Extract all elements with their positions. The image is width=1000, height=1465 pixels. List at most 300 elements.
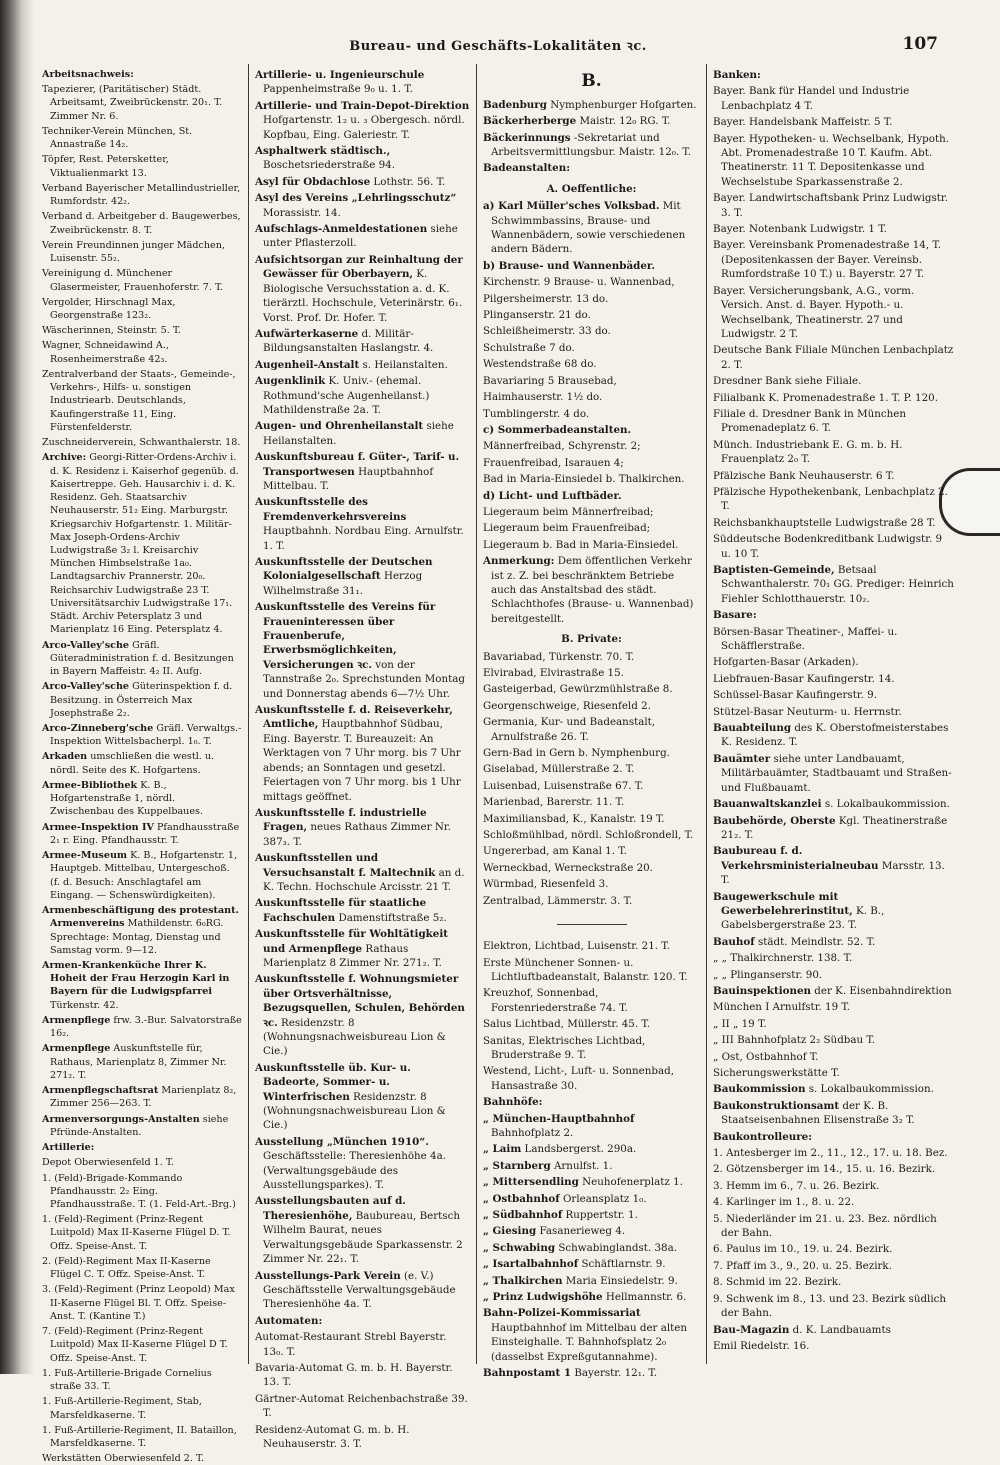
entry-text: 8. Schmid im 22. Bezirk. bbox=[713, 1276, 842, 1289]
directory-entry bbox=[713, 485, 954, 514]
entry-heading: Armen-Krankenküche Ihrer K. Hoheit der Frau Herzogin Karl in Bayern für die Ludwigspfarrei bbox=[42, 960, 230, 998]
directory-entry bbox=[713, 935, 954, 949]
entry-heading: Arco-Zinneberg'sche bbox=[42, 723, 154, 735]
entry-text: Liegeraum beim Frauenfreibad; bbox=[483, 522, 651, 535]
directory-entry bbox=[42, 1283, 242, 1323]
directory-entry bbox=[255, 374, 470, 417]
entry-text: Salus Lichtbad, Müllerstr. 45. T. bbox=[483, 1018, 651, 1031]
entry-text: Maximiliansbad, K., Kanalstr. 19 T. bbox=[483, 812, 665, 825]
entry-text: Sanitas, Elektrisches Lichtbad, Bruderstraße 9. T. bbox=[483, 1034, 646, 1061]
directory-entry bbox=[713, 655, 954, 669]
directory-entry bbox=[483, 650, 700, 664]
entry-text: Deutsche Bank Filiale München Lenbachplatz 2. T. bbox=[713, 344, 954, 371]
entry-text: Maistr. 12₀ RG. T. bbox=[579, 115, 671, 128]
directory-entry bbox=[483, 779, 700, 793]
directory-entry bbox=[483, 1142, 700, 1156]
entry-text: s. Lokalbaukommission. bbox=[824, 798, 950, 811]
entry-text: Münch. Industriebank E. G. m. b. H. Frauenplatz 2₀ T. bbox=[713, 438, 903, 466]
directory-entry bbox=[255, 419, 470, 448]
entry-text: Töpfer, Rest. Petersketter, Viktualienmarkt 13. bbox=[42, 154, 169, 179]
entry-heading: Bäckerinnungs bbox=[483, 131, 571, 144]
entry-text: Schloßmühlbad, nördl. Schloßrondell, T. bbox=[483, 829, 694, 842]
entry-text: Filialbank K. Promenadestraße 1. T. P. 120. bbox=[713, 391, 938, 404]
entry-text: Neuhofenerplatz 1. bbox=[582, 1176, 683, 1189]
entry-text: Dresdner Bank siehe Filiale. bbox=[713, 375, 862, 388]
directory-entry bbox=[713, 191, 954, 220]
entry-text: Residenzstr. 8 (Wohnungsnachweisbureau Lion & Cie.) bbox=[263, 1016, 446, 1058]
entry-heading: Bahnpostamt 1 bbox=[483, 1367, 572, 1380]
directory-entry bbox=[483, 275, 700, 289]
entry-heading: Bauhof bbox=[713, 935, 755, 948]
directory-entry bbox=[42, 339, 242, 365]
entry-text: Pappenheimstraße 9₀ u. 1. T. bbox=[263, 83, 413, 96]
entry-heading: Auskunftsstelle des Vereins für Fraueninteressen über Frauenberufe, Erwerbsmöglichkeiten, Versicherungen ꝛc. bbox=[255, 601, 436, 671]
directory-entry bbox=[713, 890, 954, 933]
entry-text: 7. (Feld)-Regiment (Prinz-Regent Luitpold) Max II-Kaserne Flügel D T. Offz. Speise-Anst. T. bbox=[42, 1326, 228, 1364]
entry-text: Börsen-Basar Theatiner-, Maffei- u. Schäfflerstraße. bbox=[713, 625, 898, 653]
directory-entry bbox=[42, 1084, 242, 1110]
entry-text: Bayer. Bank für Handel und Industrie Lenbachplatz 4 T. bbox=[713, 85, 910, 112]
entry-text: Wäscherinnen, Steinstr. 5. T. bbox=[42, 325, 181, 337]
entry-heading: Auskunftsstelle f. industrielle Fragen, bbox=[255, 806, 427, 834]
directory-entry bbox=[42, 1172, 242, 1212]
directory-entry bbox=[483, 98, 700, 112]
entry-heading: „ Südbahnhof bbox=[483, 1209, 563, 1222]
directory-entry bbox=[483, 472, 700, 486]
directory-entry bbox=[483, 1366, 700, 1380]
directory-entry bbox=[483, 407, 700, 421]
directory-entry bbox=[483, 812, 700, 826]
entry-heading: Artillerie- u. Ingenieurschule bbox=[255, 69, 425, 81]
directory-entry bbox=[483, 1192, 700, 1206]
entry-text: Bavaria-Automat G. m. b. H. Bayerstr. 13. T. bbox=[255, 1361, 453, 1389]
entry-text: 2. Götzensberger im 14., 15. u. 16. Bezirk. bbox=[713, 1163, 936, 1176]
entry-text: 1. (Feld)-Regiment (Prinz-Regent Luitpold) Max II-Kaserne Flügel D. T. Offz. Speise-Anst. T. bbox=[42, 1214, 231, 1252]
entry-text: Herzog Wilhelmstraße 31₁. bbox=[263, 570, 423, 597]
directory-entry bbox=[483, 423, 700, 437]
directory-entry bbox=[255, 806, 470, 849]
directory-entry bbox=[42, 959, 242, 1012]
entry-heading: Bäckerherberge bbox=[483, 115, 577, 128]
entry-text: Hofgartenstr. 1₂ u. ₃ Obergesch. nördl. Kopfbau, Eing. Galeriestr. T. bbox=[263, 114, 465, 141]
directory-entry bbox=[483, 538, 700, 552]
column-4 bbox=[706, 64, 960, 1364]
directory-entry bbox=[483, 114, 700, 128]
entry-text: Depot Oberwiesenfeld 1. T. bbox=[42, 1157, 174, 1169]
entry-text: Vereinigung d. Münchener Glasermeister, Frauenhoferstr. 7. T. bbox=[42, 268, 223, 293]
entry-text: Schulstraße 7 do. bbox=[483, 341, 575, 354]
directory-entry bbox=[483, 1159, 700, 1173]
entry-text: Zentralverband der Staats-, Gemeinde-, Verkehrs-, Hilfs- u. sonstigen Industriearb. Deutschlands, Kaufingerstraße 11, Eing. Fürstenfelderstr. bbox=[42, 368, 236, 433]
directory-entry bbox=[255, 927, 470, 970]
entry-text: siehe unter Pflasterzoll. bbox=[263, 223, 458, 250]
entry-heading: Arkaden bbox=[42, 751, 88, 763]
entry-heading: Armenversorgungs-Anstalten bbox=[42, 1113, 200, 1125]
entry-heading: Auskunftsstelle f. Wohnungsmieter über Ortsverhältnisse, Bezugsquellen, Schulen, Behörden ꝛc. bbox=[255, 973, 465, 1029]
entry-text: Bayer. Vereinsbank Promenadestraße 14, T. (Depositenkassen der Bayer. Vereinsb. Rumfordstraße 10 T.) u. Bayerstr. 27 T. bbox=[713, 239, 942, 281]
directory-entry bbox=[42, 1213, 242, 1253]
entry-text: Gräfl. Verwaltgs.-Inspektion Wittelsbacherpl. 1₀. T. bbox=[50, 723, 242, 748]
entry-text: Plinganserstr. 21 do. bbox=[483, 309, 591, 322]
entry-text: Bayer. Notenbank Ludwigstr. 1 T. bbox=[713, 223, 887, 236]
entry-heading: Ausstellung „München 1910“. bbox=[255, 1135, 429, 1148]
entry-heading: Armee-Museum bbox=[42, 850, 128, 862]
directory-entry bbox=[42, 1424, 242, 1450]
directory-entry bbox=[713, 516, 954, 530]
entry-text: Marsstr. 13. T. bbox=[721, 859, 945, 887]
directory-entry bbox=[42, 722, 242, 748]
entry-text: Betsaal Schwanthalerstr. 70₁ GG. Prediger: Heinrich Fiehler Schlotthauerstr. 10₂. bbox=[721, 564, 954, 605]
entry-heading: „ Laim bbox=[483, 1143, 522, 1156]
entry-heading: Bahn-Polizei-Kommissariat bbox=[483, 1307, 641, 1320]
entry-heading: Banken: bbox=[713, 69, 761, 81]
directory-entry bbox=[483, 341, 700, 355]
directory-entry bbox=[483, 1241, 700, 1255]
entry-text: Elektron, Lichtbad, Luisenstr. 21. T. bbox=[483, 940, 670, 953]
entries-list bbox=[483, 199, 700, 626]
directory-entry bbox=[255, 99, 470, 142]
directory-entry bbox=[713, 284, 954, 342]
entry-text: frw. 3.-Bur. Salvatorstraße 16₂. bbox=[50, 1014, 242, 1040]
subsection-heading: B. Private: bbox=[561, 633, 622, 646]
entry-text: Bavariaring 5 Brausebad, bbox=[483, 374, 617, 387]
entry-text: Bayer. Landwirtschaftsbank Prinz Ludwigstr. 3. T. bbox=[713, 192, 948, 219]
entry-text: 1. Fuß-Artillerie-Brigade Cornelius straße 33. T. bbox=[42, 1367, 212, 1393]
directory-entry bbox=[42, 1156, 242, 1169]
entry-text: Schwabinglandst. 38a. bbox=[558, 1241, 677, 1254]
directory-entry bbox=[483, 357, 700, 371]
entry-heading: Auskunftsstelle der Deutschen Kolonialgesellschaft bbox=[255, 556, 433, 583]
directory-entry bbox=[713, 797, 954, 811]
entry-text: „ III Bahnhofplatz 2₂ Südbau T. bbox=[713, 1034, 876, 1047]
entry-heading: „ Thalkirchen bbox=[483, 1274, 563, 1287]
entry-heading: Auskunftsstelle für staatliche Fachschulen bbox=[255, 897, 427, 924]
directory-entry bbox=[713, 1292, 954, 1321]
directory-entry bbox=[483, 956, 700, 985]
entry-text: Schleißheimerstr. 33 do. bbox=[483, 325, 611, 338]
entry-text: Fasanerieweg 4. bbox=[539, 1225, 626, 1238]
entry-heading: Auskunftsstelle für Wohltätigkeit und Armenpflege bbox=[255, 928, 448, 955]
entry-heading: Auskunftsstelle f. d. Reiseverkehr, Amtliche, bbox=[255, 704, 453, 731]
entry-text: Sicherungswerkstätte T. bbox=[713, 1067, 840, 1079]
entry-heading: „ Giesing bbox=[483, 1225, 537, 1238]
entry-heading: „ München-Hauptbahnhof bbox=[483, 1112, 635, 1125]
entry-heading: Anmerkung: bbox=[483, 555, 555, 568]
entry-text: Auskunftstelle für, Rathaus, Marienplatz 8, Zimmer Nr. 271₂. T. bbox=[50, 1043, 227, 1081]
directory-entry bbox=[255, 450, 470, 493]
directory-entry bbox=[483, 259, 700, 273]
entry-text: Hauptbahnhof im Mittelbau der alten Einsteighalle. T. Bahnhofsplatz 2₀ (dasselbst Expreßgutannahme). bbox=[491, 1321, 688, 1363]
directory-entry bbox=[483, 1274, 700, 1288]
directory-entry bbox=[483, 521, 700, 535]
directory-entry bbox=[713, 625, 954, 654]
entry-text: „ „ Plinganserstr. 90. bbox=[713, 968, 823, 981]
directory-entry bbox=[42, 1141, 242, 1154]
directory-entry bbox=[713, 407, 954, 436]
entry-heading: Auskunftsstelle des Fremdenverkehrsvereins bbox=[255, 496, 407, 523]
entry-text: städt. Meindlstr. 52. T. bbox=[757, 935, 876, 948]
entry-text: „ „ Thalkirchnerstr. 138. T. bbox=[713, 952, 853, 965]
entry-text: Arnulfst. 1. bbox=[553, 1159, 613, 1172]
directory-entry bbox=[42, 1113, 242, 1139]
entry-heading: Augen- und Ohrenheilanstalt bbox=[255, 420, 424, 433]
entries-list bbox=[483, 650, 700, 909]
entry-heading: Armenpflegschaftsrat bbox=[42, 1085, 159, 1097]
entry-text: s. Lokalbaukommission. bbox=[808, 1083, 934, 1096]
directory-entry bbox=[483, 666, 700, 680]
entry-heading: „ Isartalbahnhof bbox=[483, 1258, 579, 1271]
entry-text: Kirchenstr. 9 Brause- u. Wannenbad, bbox=[483, 276, 675, 289]
entry-text: Georgenschweige, Riesenfeld 2. bbox=[483, 699, 651, 712]
entry-heading: „ Ostbahnhof bbox=[483, 1192, 560, 1205]
directory-entry bbox=[483, 1112, 700, 1141]
directory-entry bbox=[483, 489, 700, 503]
directory-entry bbox=[713, 984, 954, 998]
directory-entry bbox=[713, 1339, 954, 1353]
directory-entry bbox=[42, 639, 242, 679]
directory-entry bbox=[713, 688, 954, 702]
entry-text: Güterinspektion f. d. Besitzung. in Österreich Max Josephstraße 2₂. bbox=[50, 681, 233, 719]
directory-entry bbox=[42, 296, 242, 322]
entry-text: Bad in Maria-Einsiedel b. Thalkirchen. bbox=[483, 473, 685, 486]
entry-text: Hellmannstr. 6. bbox=[605, 1291, 687, 1304]
directory-entry bbox=[42, 680, 242, 720]
entry-text: Residenz-Automat G. m. b. H. Neuhauserstr. 3. T. bbox=[255, 1423, 410, 1450]
entry-text: Damenstiftstraße 5₂. bbox=[338, 911, 447, 924]
directory-entry bbox=[42, 210, 242, 236]
entry-heading: Ausstellungsbauten auf d. Theresienhöhe, bbox=[255, 1195, 406, 1222]
entry-text: der K. Eisenbahndirektion bbox=[814, 984, 952, 997]
directory-entry bbox=[255, 1314, 470, 1328]
entry-text: Gern-Bad in Gern b. Nymphenburg. bbox=[483, 747, 670, 760]
directory-entry bbox=[483, 795, 700, 809]
entry-text: Tapezierer, (Paritätischer) Städt. Arbeitsamt, Zweibrückenstr. 20₁. T. Zimmer Nr. 6. bbox=[42, 84, 223, 122]
entry-text: Luisenbad, Luisenstraße 67. T. bbox=[483, 779, 644, 792]
directory-entry bbox=[713, 68, 954, 82]
entry-text: Techniker-Verein München, St. Annastraße 14₂. bbox=[42, 125, 193, 151]
entry-text: Giselabad, Müllerstraße 2. T. bbox=[483, 763, 635, 776]
entry-text: Westend, Licht-, Luft- u. Sonnenbad, Hansastraße 30. bbox=[483, 1065, 674, 1092]
directory-entry bbox=[42, 83, 242, 123]
directory-entry bbox=[255, 175, 470, 189]
directory-entry bbox=[713, 951, 954, 965]
entry-text: Marienbad, Barerstr. 11. T. bbox=[483, 796, 625, 809]
entry-text: (e. V.) Geschäftsstelle Verwaltungsgebäude Theresienhöhe 4a. T. bbox=[263, 1269, 456, 1311]
directory-entry bbox=[255, 222, 470, 251]
entry-text: 3. Hemm im 6., 7. u. 26. Bezirk. bbox=[713, 1179, 880, 1192]
directory-entry bbox=[713, 608, 954, 622]
directory-entry bbox=[713, 1130, 954, 1144]
entry-heading: Aufwärterkaserne bbox=[255, 327, 359, 340]
entry-text: Süddeutsche Bodenkreditbank Ludwigstr. 9 u. 10 T. bbox=[713, 533, 943, 560]
entry-heading: Bau-Magazin bbox=[713, 1323, 790, 1336]
entry-text: Bayer. Handelsbank Maffeistr. 5 T. bbox=[713, 116, 893, 129]
entry-text: Werkstätten Oberwiesenfeld 2. T. bbox=[42, 1453, 205, 1465]
text-columns bbox=[36, 64, 960, 1465]
entry-heading: Baukommission bbox=[713, 1083, 806, 1096]
subsection-heading: A. Oeffentliche: bbox=[546, 182, 637, 195]
entry-text: Liegeraum beim Männerfreibad; bbox=[483, 505, 654, 518]
directory-entry bbox=[255, 495, 470, 553]
entry-heading: Artillerie: bbox=[42, 1142, 95, 1154]
entry-text: Vergolder, Hirschnagl Max, Georgenstraße 123₂. bbox=[42, 296, 176, 321]
entry-text: Männerfreibad, Schyrenstr. 2; bbox=[483, 440, 641, 453]
directory-entry bbox=[713, 343, 954, 372]
entry-text: Hofgarten-Basar (Arkaden). bbox=[713, 656, 859, 669]
directory-entry bbox=[713, 469, 954, 483]
directory-entry bbox=[255, 1423, 470, 1452]
entry-heading: Asyl für Obdachlose bbox=[255, 175, 371, 188]
directory-entry bbox=[713, 1066, 954, 1080]
entry-text: München I Arnulfstr. 19 T. bbox=[713, 1001, 851, 1014]
directory-entry bbox=[713, 968, 954, 982]
section-rule bbox=[557, 924, 627, 925]
entry-text: neues Rathaus Zimmer Nr. 387₃. T. bbox=[263, 821, 451, 848]
directory-entry bbox=[483, 1017, 700, 1031]
directory-entry bbox=[255, 1361, 470, 1390]
entry-text: Werneckbad, Werneckstraße 20. bbox=[483, 861, 653, 874]
directory-entry bbox=[255, 972, 470, 1058]
entry-text: Liegeraum b. Bad in Maria-Einsiedel. bbox=[483, 538, 679, 551]
directory-entry bbox=[713, 844, 954, 887]
entry-text: Baubureau, Bertsch Wilhelm Baurat, neues Verwaltungsgebäude Sparkassenstr. 2 Zimmer Nr. 22₁. T. bbox=[263, 1209, 463, 1266]
directory-entry bbox=[713, 1275, 954, 1289]
directory-entry bbox=[255, 600, 470, 701]
entry-text: 1. (Feld)-Brigade-Kommando Pfandhausstr. 2₂ Eing. Pfandhausstraße. T. (1. Feld-Art.-Brg.) bbox=[42, 1172, 236, 1210]
entry-text: Liebfrauen-Basar Kaufingerstr. 14. bbox=[713, 672, 895, 685]
entry-heading: Asphaltwerk städtisch., bbox=[255, 145, 391, 158]
directory-entry bbox=[713, 752, 954, 795]
directory-entry bbox=[42, 779, 242, 819]
directory-entry bbox=[255, 358, 470, 372]
directory-entry bbox=[42, 1042, 242, 1082]
entry-text: s. Heilanstalten. bbox=[362, 358, 448, 371]
entry-heading: b) Brause- und Wannenbäder. bbox=[483, 259, 655, 272]
entry-text: Bayer. Hypotheken- u. Wechselbank, Hypoth. Abt. Promenadestraße 10 T. Kaufm. Abt. Theatinerstr. 11 T. Depositenkasse und Wechselstube Sparkassenstraße 2. bbox=[713, 132, 949, 188]
directory-entry bbox=[42, 1367, 242, 1393]
entry-text: Pfälzische Hypothekenbank, Lenbachplatz 2. T. bbox=[713, 485, 948, 513]
entry-text: Automat-Restaurant Strebl Bayerstr. 13₀. T. bbox=[255, 1331, 447, 1358]
directory-entry bbox=[483, 986, 700, 1015]
entry-heading: Arbeitsnachweis: bbox=[42, 69, 134, 80]
entry-text: 6. Paulus im 10., 19. u. 24. Bezirk. bbox=[713, 1243, 893, 1256]
entry-text: Frauenfreibad, Isarauen 4; bbox=[483, 456, 624, 469]
directory-entry bbox=[42, 904, 242, 957]
directory-entry bbox=[42, 324, 242, 337]
entry-heading: „ Starnberg bbox=[483, 1159, 551, 1172]
entry-text: Ruppertstr. 1. bbox=[565, 1209, 638, 1222]
directory-entry bbox=[483, 1290, 700, 1304]
directory-entry bbox=[483, 390, 700, 404]
entry-heading: Aufschlags-Anmeldestationen bbox=[255, 223, 428, 236]
directory-entry bbox=[483, 762, 700, 776]
directory-entry bbox=[42, 436, 242, 449]
entry-text: Orleansplatz 1₀. bbox=[562, 1192, 647, 1205]
directory-entry bbox=[483, 308, 700, 322]
directory-entry bbox=[42, 1255, 242, 1281]
directory-entry bbox=[713, 1259, 954, 1273]
directory-entry bbox=[713, 1212, 954, 1241]
entry-heading: Baubehörde, Oberste bbox=[713, 814, 836, 827]
entry-text: des K. Oberstofmeisterstabes K. Residenz. T. bbox=[721, 722, 949, 749]
entry-text: „ II „ 19 T. bbox=[713, 1017, 767, 1030]
entry-text: der K. B. Staatseisenbahnen Elisenstraße 3₂ T. bbox=[721, 1099, 915, 1127]
entry-text: Pilgersheimerstr. 13 do. bbox=[483, 292, 609, 305]
entry-text: Georgi-Ritter-Ordens-Archiv i. d. K. Residenz i. Kaiserhof gegenüb. d. Kaisertreppe. Geh. Hausarchiv i. d. K. Residenz. Geh. Staatsarchiv Neuhauserstr. 51₂ Eing. Marburgstr. Kriegsarchiv Hofgartenstr. 1. Militär-Max Joseph-Ordens-Archiv Ludwigstraße 3₂ l. Kreisarchiv München Himbselstraße 1a₀. Landtagsarchiv Prannerstr. 20₀. Reichsarchiv Ludwigstraße 23 T. Universitätsarchiv Ludwigstraße 17₁. Städt. Archiv Petersplatz 3 und Marienplatz 16 Eing. Petersplatz 4. bbox=[50, 452, 239, 636]
entries-list bbox=[483, 939, 700, 1380]
entry-text: Rathaus Marienplatz 8 Zimmer Nr. 271₂. T. bbox=[263, 942, 442, 969]
entry-heading: d) Licht- und Luftbäder. bbox=[483, 489, 622, 502]
page-number: 107 bbox=[902, 34, 938, 54]
directory-entry bbox=[483, 844, 700, 858]
entry-heading: Bauabteilung bbox=[713, 722, 792, 735]
directory-entry bbox=[483, 1208, 700, 1222]
directory-entry bbox=[255, 851, 470, 894]
entry-heading: Armenpflege bbox=[42, 1043, 111, 1055]
entry-text: umschließen die westl. u. nördl. Seite des K. Hofgartens. bbox=[50, 751, 215, 776]
entry-heading: Baptisten-Gemeinde, bbox=[713, 564, 835, 576]
column-3 bbox=[476, 64, 706, 1380]
entry-text: Verband d. Arbeitgeber d. Baugewerbes, Zweibrückenstr. 8. T. bbox=[42, 211, 241, 236]
directory-entry bbox=[713, 1000, 954, 1014]
directory-entry bbox=[713, 563, 954, 606]
directory-entry bbox=[255, 327, 470, 356]
directory-entry bbox=[42, 1325, 242, 1365]
directory-entry bbox=[713, 1323, 954, 1337]
directory-entry bbox=[42, 68, 242, 81]
directory-entry bbox=[255, 68, 470, 97]
entry-heading: Augenheil-Anstalt bbox=[255, 358, 360, 371]
entry-heading: Badeanstalten: bbox=[483, 162, 571, 175]
directory-entry bbox=[483, 894, 700, 908]
entry-text: Dem öffentlichen Verkehr ist z. Z. bei beschränktem Betriebe auch das Anstaltsbad des städt. Schlachthofes (Brause- u. Wannenbad) bereitgestellt. bbox=[491, 555, 694, 625]
entry-text: 7. Pfaff im 3., 9., 20. u. 25. Bezirk. bbox=[713, 1259, 892, 1272]
directory-entry bbox=[713, 1242, 954, 1256]
directory-entry bbox=[255, 1269, 470, 1312]
column-2 bbox=[248, 64, 476, 1450]
directory-entry bbox=[483, 877, 700, 891]
entry-heading: Baukontrolleure: bbox=[713, 1130, 813, 1143]
directory-entry bbox=[713, 672, 954, 686]
entry-text: Residenzstr. 8 (Wohnungsnachweisbureau Lion & Cie.) bbox=[263, 1090, 446, 1132]
directory-entry bbox=[713, 1050, 954, 1064]
entry-text: 1. Fuß-Artillerie-Regiment, II. Bataillon, Marsfeldkaserne. T. bbox=[42, 1424, 237, 1449]
directory-entry bbox=[255, 1135, 470, 1193]
entry-text: Pfandhausstraße 2₁ r. Eing. Pfandhausstr. T. bbox=[50, 821, 240, 846]
directory-entry bbox=[483, 324, 700, 338]
entry-text: Filiale d. Dresdner Bank in München Promenadeplatz 6. T. bbox=[713, 407, 907, 435]
directory-entry bbox=[713, 1179, 954, 1193]
entry-text: Verband Bayerischer Metallindustrieller, Rumfordstr. 42₂. bbox=[42, 182, 241, 208]
entry-heading: Armee-Inspektion IV bbox=[42, 821, 154, 833]
column-1 bbox=[36, 64, 248, 1465]
directory-entry bbox=[713, 84, 954, 113]
entry-text: Marienplatz 8₂, Zimmer 256—263. T. bbox=[50, 1085, 237, 1110]
page-header bbox=[36, 36, 960, 60]
directory-entry bbox=[483, 1306, 700, 1364]
entry-text: -Sekretariat und Arbeitsvermittlungsbur. Maistr. 12₀. T. bbox=[491, 131, 692, 159]
entry-text: Bahnhofplatz 2. bbox=[491, 1126, 574, 1139]
directory-entry bbox=[713, 1033, 954, 1047]
entry-text: Lothstr. 56. T. bbox=[373, 175, 446, 188]
directory-entry bbox=[42, 267, 242, 293]
directory-entry bbox=[713, 1195, 954, 1209]
directory-entry bbox=[483, 699, 700, 713]
directory-entry bbox=[483, 1175, 700, 1189]
directory-entry bbox=[42, 1014, 242, 1040]
entry-heading: Augenklinik bbox=[255, 375, 326, 388]
directory-entry bbox=[483, 682, 700, 696]
